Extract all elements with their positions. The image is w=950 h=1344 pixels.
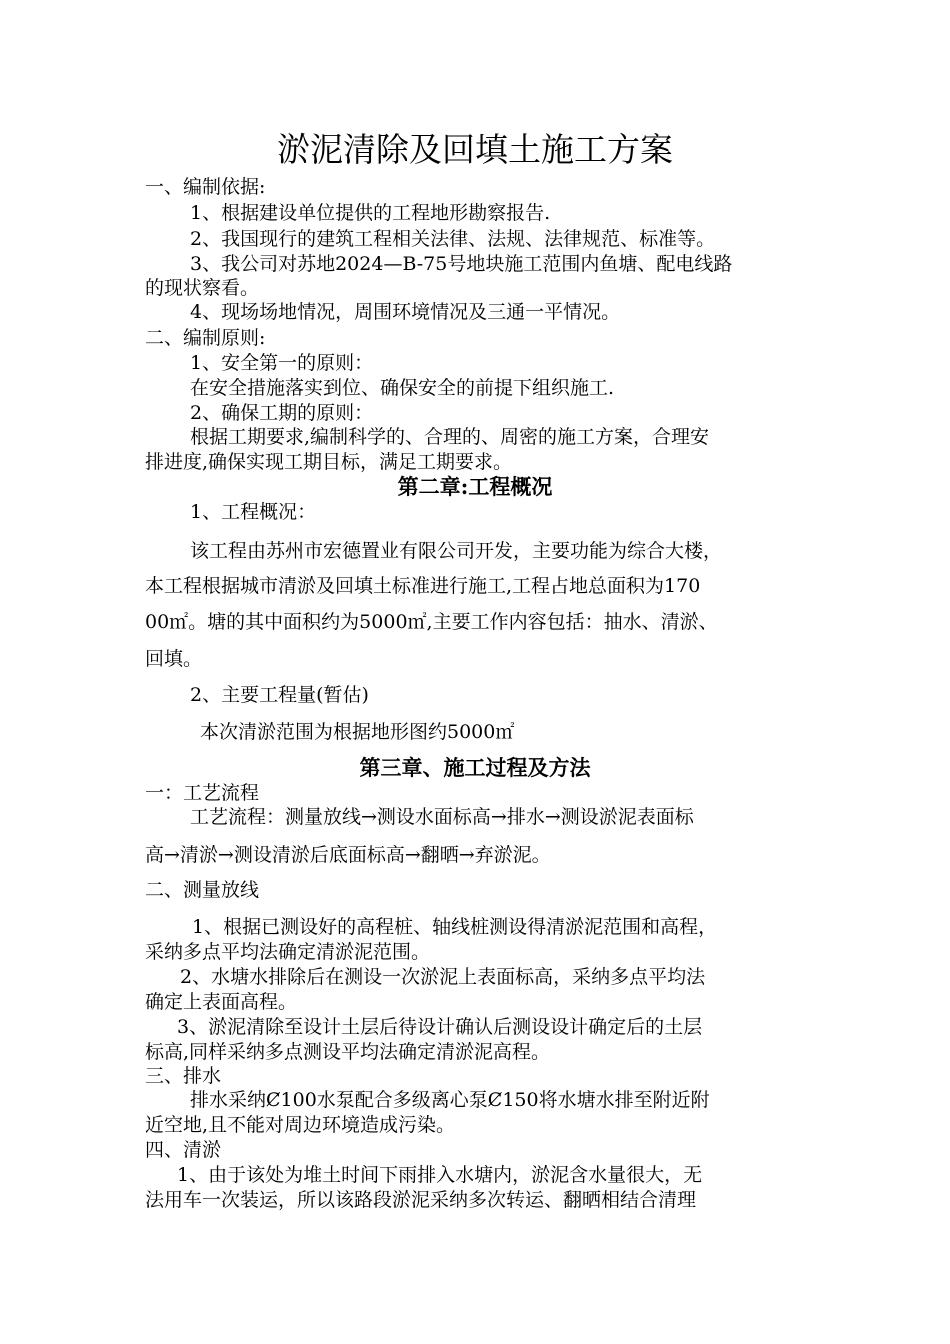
survey-item-3-line1: 3、淤泥清除至设计土层后待设计确认后测设设计确定后的土层 — [177, 1016, 703, 1038]
chapter-2-sub2: 2、主要工程量(暂估) — [190, 684, 369, 706]
survey-item-2-line1: 2、水塘水排除后在测设一次淤泥上表面标高，采纳多点平均法 — [180, 966, 706, 988]
process-heading: 一：工艺流程 — [145, 782, 260, 804]
overview-para-line3: 00㎡。塘的其中面积约为5000㎡,主要工作内容包括：抽水、清淤、 — [145, 611, 718, 633]
principle-2-text-line2: 排进度,确保实现工期目标，满足工期要求。 — [145, 451, 513, 473]
survey-item-2-line2: 确定上表面高程。 — [145, 991, 298, 1013]
survey-item-1-line2: 采纳多点平均法确定清淤泥范围。 — [145, 941, 431, 963]
basis-item-4: 4、现场场地情况，周围环境情况及三通一平情况。 — [190, 301, 621, 323]
dredging-text-line1: 1、由于该处为堆土时间下雨排入水塘内，淤泥含水量很大，无 — [177, 1164, 703, 1186]
principle-2: 2、确保工期的原则： — [190, 402, 374, 424]
drainage-text-line2: 近空地,且不能对周边环境造成污染。 — [145, 1114, 456, 1136]
basis-item-2: 2、我国现行的建筑工程相关法律、法规、法律规范、标准等。 — [190, 228, 716, 250]
process-flow-line2: 高→清淤→测设清淤后底面标高→翻晒→弃淤泥。 — [145, 844, 551, 866]
drainage-text-line1: 排水采纳Ȼ100水泵配合多级离心泵Ȼ150将水塘水排至附近附 — [190, 1089, 710, 1111]
basis-item-3-line1: 3、我公司对苏地2024—B-75号地块施工范围内鱼塘、配电线路 — [190, 253, 733, 275]
dredging-heading: 四、清淤 — [145, 1139, 222, 1161]
section-heading-principles: 二、编制原则: — [145, 327, 266, 349]
dredging-text-line2: 法用车一次装运，所以该路段淤泥采纳多次转运、翻晒相结合清理 — [145, 1189, 697, 1211]
principle-1: 1、安全第一的原则： — [190, 352, 374, 374]
process-flow-line1: 工艺流程：测量放线→测设水面标高→排水→测设淤泥表面标 — [190, 806, 694, 828]
section-heading-basis: 一、编制依据: — [145, 176, 266, 198]
overview-para-line1: 该工程由苏州市宏德置业有限公司开发，主要功能为综合大楼， — [190, 540, 723, 562]
overview-para-line4: 回填。 — [145, 648, 203, 670]
chapter-3-heading: 第三章、施工过程及方法 — [359, 755, 591, 780]
drainage-heading: 三、排水 — [145, 1065, 222, 1087]
survey-heading: 二、测量放线 — [145, 879, 260, 901]
principle-1-text: 在安全措施落实到位、确保安全的前提下组织施工. — [190, 377, 615, 399]
quantity-text: 本次清淤范围为根据地形图约5000㎡ — [200, 721, 515, 743]
document-title: 淤泥清除及回填土施工方案 — [277, 130, 673, 169]
survey-item-3-line2: 标高,同样采纳多点测设平均法确定清淤泥高程。 — [145, 1041, 551, 1063]
basis-item-1: 1、根据建设单位提供的工程地形勘察报告. — [190, 202, 551, 224]
principle-2-text-line1: 根据工期要求,编制科学的、合理的、周密的施工方案，合理安 — [190, 426, 710, 448]
chapter-2-sub1: 1、工程概况： — [190, 501, 317, 523]
basis-item-3-line2: 的现状察看。 — [145, 277, 260, 299]
chapter-2-heading: 第二章:工程概况 — [397, 474, 553, 499]
overview-para-line2: 本工程根据城市清淤及回填土标准进行施工,工程占地总面积为170 — [145, 575, 701, 597]
survey-item-1-line1: 1、根据已测设好的高程桩、轴线桩测设得清淤泥范围和高程， — [192, 916, 718, 938]
